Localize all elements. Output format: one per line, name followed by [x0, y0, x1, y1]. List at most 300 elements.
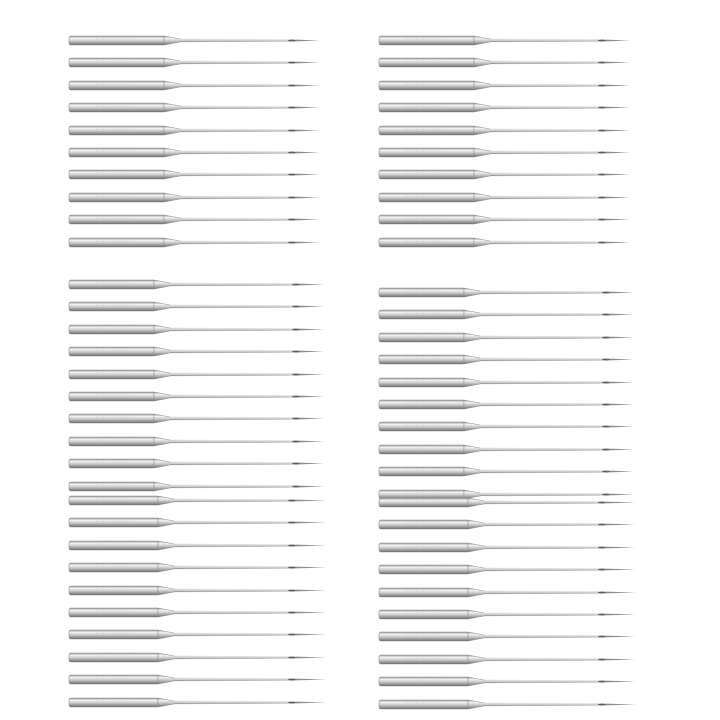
needle-eye — [288, 196, 296, 198]
needle-taper — [464, 333, 480, 342]
needle-drawing — [378, 394, 658, 416]
needle-point — [296, 174, 320, 176]
sewing-needle — [68, 164, 368, 186]
needle-drawing — [378, 349, 658, 371]
needle-drawing — [68, 209, 348, 231]
sewing-needle — [378, 282, 678, 304]
needle-shank — [379, 445, 464, 454]
needle-point — [296, 152, 320, 154]
sewing-needle — [378, 209, 678, 231]
needle-eye — [288, 500, 296, 502]
needle-point — [606, 62, 630, 64]
needle-drawing — [378, 142, 658, 164]
needle-eye — [598, 84, 606, 86]
needle-point — [610, 292, 634, 294]
sewing-needle — [68, 187, 368, 209]
needle-shank — [69, 325, 154, 334]
needle-taper — [154, 392, 170, 401]
needle-eye — [292, 418, 300, 420]
needle-eye — [598, 174, 606, 176]
needle-point — [606, 658, 636, 660]
needle-point — [606, 546, 636, 548]
needle-drawing — [68, 120, 348, 142]
needle-eye — [292, 485, 300, 487]
sewing-needle — [68, 319, 368, 341]
needle-drawing — [378, 209, 658, 231]
needle-shank — [379, 148, 474, 157]
needle-point — [606, 107, 630, 109]
needle-eye — [292, 351, 300, 353]
needle-drawing — [68, 512, 348, 534]
needle-point — [606, 681, 636, 683]
sewing-needle — [378, 514, 678, 536]
sewing-needle — [68, 602, 368, 624]
needle-point — [610, 471, 634, 473]
needle-taper — [468, 655, 484, 664]
sewing-needle — [378, 327, 678, 349]
needle-taper — [164, 170, 180, 179]
needle-eye — [292, 306, 300, 308]
needle-drawing — [68, 232, 348, 254]
needle-eye — [602, 404, 610, 406]
needle-drawing — [68, 30, 348, 52]
needle-eye — [288, 174, 296, 176]
needle-point — [300, 306, 324, 308]
needle-shank — [69, 347, 154, 356]
needle-taper — [468, 700, 484, 709]
needle-group-middle-right — [378, 282, 678, 506]
sewing-needle — [378, 671, 678, 693]
sewing-needle — [378, 372, 678, 394]
needle-point — [606, 502, 636, 504]
needle-eye — [288, 84, 296, 86]
needle-taper — [468, 632, 484, 641]
needle-point — [296, 589, 326, 591]
needle-eye — [288, 679, 296, 681]
needle-drawing — [378, 282, 658, 304]
needle-shank — [379, 400, 464, 409]
needle-eye — [288, 522, 296, 524]
needle-drawing — [68, 341, 348, 363]
needle-drawing — [68, 580, 348, 602]
needle-point — [606, 174, 630, 176]
needle-taper — [468, 565, 484, 574]
needle-eye — [288, 701, 296, 703]
needle-point — [296, 500, 326, 502]
needle-eye — [288, 62, 296, 64]
needle-drawing — [378, 604, 658, 626]
needle-taper — [474, 81, 490, 90]
needle-eye — [598, 502, 606, 504]
needle-point — [606, 241, 630, 243]
needle-taper — [474, 126, 490, 135]
needle-taper — [468, 610, 484, 619]
needle-taper — [464, 355, 480, 364]
needle-taper — [474, 103, 490, 112]
needle-taper — [468, 498, 484, 507]
needle-point — [606, 569, 636, 571]
needle-drawing — [378, 537, 658, 559]
needle-shank — [379, 170, 474, 179]
needle-point — [606, 196, 630, 198]
needle-drawing — [378, 582, 658, 604]
needle-point — [300, 485, 324, 487]
needle-drawing — [378, 559, 658, 581]
needle-shank — [379, 520, 468, 529]
needle-drawing — [378, 232, 658, 254]
needle-drawing — [68, 164, 348, 186]
needle-eye — [288, 634, 296, 636]
needle-taper — [154, 280, 170, 289]
sewing-needle — [68, 341, 368, 363]
needle-taper — [158, 653, 174, 662]
needle-shank — [69, 608, 158, 617]
needle-drawing — [68, 386, 348, 408]
sewing-needle — [68, 512, 368, 534]
sewing-needle — [68, 296, 368, 318]
needle-shank — [379, 378, 464, 387]
needle-drawing — [68, 52, 348, 74]
needle-eye — [598, 152, 606, 154]
needle-group-top-right — [378, 30, 678, 254]
needle-taper — [474, 215, 490, 224]
needle-point — [610, 426, 634, 428]
sewing-needle — [68, 431, 368, 453]
needle-eye — [288, 107, 296, 109]
needle-point — [300, 351, 324, 353]
needle-drawing — [68, 647, 348, 669]
needle-shank — [379, 355, 464, 364]
needle-eye — [288, 219, 296, 221]
needle-taper — [154, 325, 170, 334]
needle-drawing — [378, 97, 658, 119]
needle-taper — [468, 543, 484, 552]
needle-shank — [379, 126, 474, 135]
needle-taper — [464, 422, 480, 431]
needle-taper — [154, 370, 170, 379]
needle-shank — [69, 675, 158, 684]
needle-point — [296, 544, 326, 546]
needle-shank — [69, 302, 154, 311]
needle-eye — [598, 219, 606, 221]
needle-taper — [468, 588, 484, 597]
needle-drawing — [378, 52, 658, 74]
needle-drawing — [68, 669, 348, 691]
needle-shank — [69, 459, 154, 468]
sewing-needle — [378, 97, 678, 119]
needle-taper — [154, 347, 170, 356]
needle-eye — [598, 658, 606, 660]
needle-taper — [464, 288, 480, 297]
needle-shank — [69, 193, 164, 202]
needle-taper — [164, 148, 180, 157]
needle-drawing — [68, 557, 348, 579]
sewing-needle — [68, 386, 368, 408]
needle-eye — [598, 681, 606, 683]
sewing-needle — [378, 649, 678, 671]
needle-eye — [602, 381, 610, 383]
needle-eye — [288, 129, 296, 131]
needle-taper — [468, 677, 484, 686]
sewing-needle — [378, 416, 678, 438]
needle-eye — [598, 129, 606, 131]
needle-drawing — [378, 372, 658, 394]
needle-shank — [69, 370, 154, 379]
needle-point — [296, 40, 320, 42]
needle-drawing — [378, 416, 658, 438]
sewing-needle — [378, 75, 678, 97]
needle-drawing — [378, 75, 658, 97]
needle-drawing — [68, 624, 348, 646]
needle-eye — [598, 40, 606, 42]
needle-drawing — [68, 535, 348, 557]
sewing-needle — [68, 580, 368, 602]
sewing-needle — [68, 75, 368, 97]
sewing-needle — [378, 461, 678, 483]
needle-taper — [158, 496, 174, 505]
needle-drawing — [378, 327, 658, 349]
needle-point — [296, 679, 326, 681]
needle-shank — [69, 518, 158, 527]
needle-shank — [69, 215, 164, 224]
needle-taper — [164, 193, 180, 202]
needle-shank — [69, 437, 154, 446]
needle-drawing — [68, 692, 348, 714]
sewing-needle — [68, 408, 368, 430]
needle-shank — [69, 36, 164, 45]
needle-shank — [69, 414, 154, 423]
needle-eye — [598, 569, 606, 571]
sewing-needle — [378, 559, 678, 581]
needle-taper — [468, 520, 484, 529]
needle-shank — [69, 280, 154, 289]
needle-drawing — [378, 461, 658, 483]
needle-shank — [379, 193, 474, 202]
needle-point — [300, 396, 324, 398]
needle-point — [296, 567, 326, 569]
needle-drawing — [378, 671, 658, 693]
sewing-needle — [378, 439, 678, 461]
needle-point — [296, 522, 326, 524]
needle-shank — [69, 103, 164, 112]
needle-taper — [154, 459, 170, 468]
needle-taper — [164, 103, 180, 112]
sewing-needle — [68, 209, 368, 231]
needle-taper — [158, 698, 174, 707]
needle-shank — [379, 238, 474, 247]
needle-drawing — [378, 514, 658, 536]
needle-drawing — [378, 649, 658, 671]
needle-drawing — [68, 408, 348, 430]
needle-shank — [69, 126, 164, 135]
needle-shank — [379, 333, 464, 342]
needle-shank — [69, 81, 164, 90]
needle-shank — [379, 610, 468, 619]
needle-shank — [379, 677, 468, 686]
needle-taper — [464, 400, 480, 409]
sewing-needle — [378, 492, 678, 514]
needle-taper — [158, 586, 174, 595]
needle-drawing — [68, 319, 348, 341]
sewing-needle — [68, 97, 368, 119]
needle-shank — [69, 238, 164, 247]
needle-eye — [292, 284, 300, 286]
needle-eye — [602, 359, 610, 361]
needle-eye — [288, 241, 296, 243]
needle-shank — [69, 392, 154, 401]
needle-eye — [288, 40, 296, 42]
needle-drawing — [68, 602, 348, 624]
needle-drawing — [68, 364, 348, 386]
needle-point — [606, 219, 630, 221]
needle-point — [610, 314, 634, 316]
needle-shank — [379, 700, 468, 709]
needle-shank — [69, 148, 164, 157]
sewing-needle — [68, 364, 368, 386]
sewing-needle — [68, 52, 368, 74]
needle-point — [296, 196, 320, 198]
needle-drawing — [68, 490, 348, 512]
needle-taper — [474, 170, 490, 179]
needle-point — [296, 129, 320, 131]
needle-drawing — [68, 97, 348, 119]
needle-taper — [464, 467, 480, 476]
needle-eye — [292, 463, 300, 465]
needle-shank — [69, 653, 158, 662]
needle-eye — [602, 426, 610, 428]
sewing-needle — [378, 232, 678, 254]
needle-eye — [598, 703, 606, 705]
needle-shank — [69, 563, 158, 572]
sewing-needle — [378, 394, 678, 416]
needle-shank — [379, 422, 464, 431]
needle-shank — [379, 310, 464, 319]
needle-taper — [474, 58, 490, 67]
needle-taper — [158, 541, 174, 550]
needle-shank — [69, 541, 158, 550]
needle-eye — [288, 612, 296, 614]
sewing-needle — [378, 187, 678, 209]
sewing-needle — [68, 142, 368, 164]
needle-shank — [69, 698, 158, 707]
needle-point — [296, 241, 320, 243]
needle-point — [610, 336, 634, 338]
needle-drawing — [378, 626, 658, 648]
needle-drawing — [68, 453, 348, 475]
needle-eye — [288, 567, 296, 569]
needle-taper — [474, 148, 490, 157]
needle-eye — [292, 328, 300, 330]
needle-point — [610, 404, 634, 406]
sewing-needle — [68, 535, 368, 557]
needle-taper — [164, 81, 180, 90]
needle-drawing — [378, 120, 658, 142]
needle-taper — [474, 36, 490, 45]
needle-point — [606, 524, 636, 526]
needle-taper — [164, 36, 180, 45]
needle-shank — [379, 58, 474, 67]
needle-shank — [379, 81, 474, 90]
needle-eye — [288, 656, 296, 658]
sewing-needle — [378, 164, 678, 186]
needle-eye — [602, 314, 610, 316]
needle-shank — [379, 103, 474, 112]
needle-drawing — [68, 431, 348, 453]
needle-group-middle-left — [68, 274, 368, 498]
sewing-needle — [378, 626, 678, 648]
sewing-needle — [68, 274, 368, 296]
needle-point — [296, 656, 326, 658]
needle-shank — [379, 588, 468, 597]
needle-taper — [154, 437, 170, 446]
sewing-needle — [378, 304, 678, 326]
sewing-needle — [378, 604, 678, 626]
sewing-needle — [68, 647, 368, 669]
needle-group-bottom-right — [378, 492, 678, 716]
needle-group-top-left — [68, 30, 368, 254]
needle-point — [300, 328, 324, 330]
needle-point — [606, 703, 636, 705]
needle-drawing — [378, 492, 658, 514]
needle-point — [300, 463, 324, 465]
needle-point — [606, 129, 630, 131]
needle-eye — [598, 62, 606, 64]
needle-point — [606, 636, 636, 638]
needle-point — [296, 701, 326, 703]
sewing-needle — [378, 537, 678, 559]
needle-point — [296, 84, 320, 86]
needle-point — [300, 418, 324, 420]
needle-taper — [158, 518, 174, 527]
needle-taper — [164, 215, 180, 224]
needle-shank — [379, 655, 468, 664]
needle-shank — [69, 630, 158, 639]
sewing-needle — [378, 349, 678, 371]
needle-shank — [379, 632, 468, 641]
needle-shank — [69, 58, 164, 67]
needle-eye — [598, 524, 606, 526]
needle-point — [610, 448, 634, 450]
needle-point — [300, 373, 324, 375]
needle-eye — [602, 336, 610, 338]
needle-taper — [158, 630, 174, 639]
needle-taper — [158, 675, 174, 684]
needle-taper — [164, 58, 180, 67]
needle-eye — [602, 292, 610, 294]
needle-eye — [288, 152, 296, 154]
sewing-needle — [68, 669, 368, 691]
needle-shank — [69, 496, 158, 505]
sewing-needle — [378, 142, 678, 164]
needle-eye — [292, 373, 300, 375]
needle-drawing — [378, 439, 658, 461]
sewing-needle — [378, 30, 678, 52]
needle-drawing — [68, 296, 348, 318]
needle-shank — [379, 215, 474, 224]
needle-point — [296, 634, 326, 636]
needle-taper — [164, 238, 180, 247]
needle-eye — [598, 636, 606, 638]
needle-taper — [474, 193, 490, 202]
needle-eye — [598, 107, 606, 109]
needle-eye — [598, 241, 606, 243]
needle-drawing — [68, 274, 348, 296]
needle-point — [606, 40, 630, 42]
needle-point — [606, 84, 630, 86]
needle-taper — [464, 445, 480, 454]
needle-drawing — [378, 30, 658, 52]
needle-point — [296, 612, 326, 614]
